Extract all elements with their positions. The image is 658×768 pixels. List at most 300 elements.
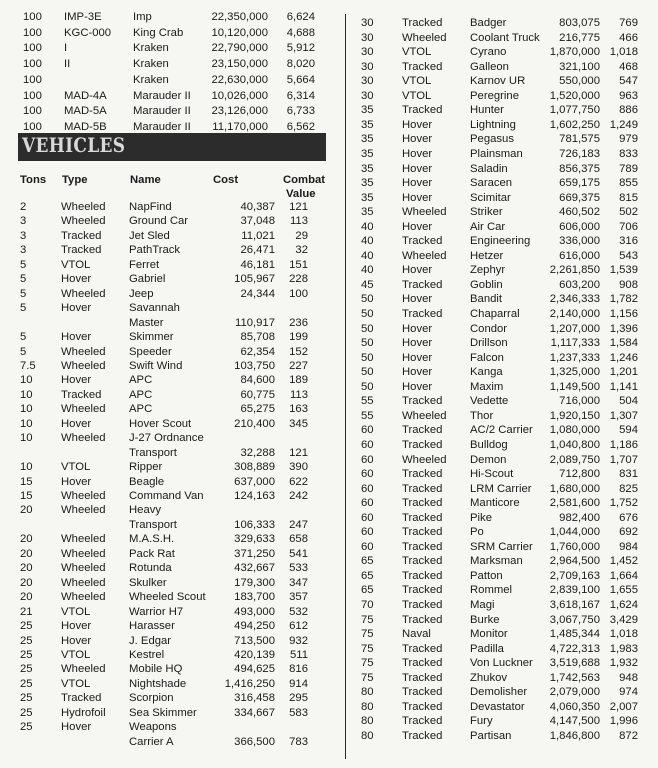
- name-cell: Von Luckner: [470, 657, 533, 670]
- name-cell: APC: [129, 388, 153, 401]
- tons-cell: 60: [361, 438, 374, 451]
- cost-cell: 40,387: [240, 201, 275, 213]
- tons-cell: 20: [20, 504, 33, 517]
- cost-cell: 2,964,500: [549, 555, 600, 568]
- type-cell: VTOL: [61, 258, 91, 271]
- cost-cell: 22,630,000: [211, 73, 268, 86]
- tons-cell: 15: [20, 490, 33, 502]
- name-cell: Marauder II: [133, 105, 191, 118]
- name-cell: Mobile HQ: [129, 663, 183, 676]
- name-cell: SRM Carrier: [470, 540, 533, 553]
- cost-cell: 4,060,350: [549, 700, 600, 713]
- tons-cell: 5: [20, 302, 27, 315]
- type-cell: Hover: [402, 380, 433, 393]
- name-cell: Bandit: [470, 293, 503, 306]
- type-cell: Hover: [402, 264, 433, 277]
- type-cell: Hover: [61, 331, 92, 344]
- cost-cell: 2,839,100: [549, 584, 600, 597]
- name-cell: Engineering: [470, 235, 531, 248]
- combat-value-cell: 1,307: [609, 409, 638, 422]
- tons-cell: 65: [361, 569, 374, 582]
- cost-cell: 32,288: [240, 446, 275, 459]
- cost-cell: 669,375: [559, 191, 600, 204]
- type-cell: Tracked: [402, 540, 443, 553]
- type-cell: VTOL: [61, 605, 91, 618]
- name-cell: AC/2 Carrier: [470, 424, 533, 437]
- combat-value-cell: 886: [619, 104, 638, 117]
- type-cell: Hover: [402, 293, 433, 306]
- combat-value-cell: 100: [289, 287, 308, 300]
- combat-value-cell: 583: [289, 706, 308, 719]
- combat-value-cell: 855: [619, 177, 638, 190]
- name-cell: Chaparral: [470, 308, 520, 320]
- tons-cell: 55: [361, 395, 374, 408]
- type-cell: Wheeled: [61, 490, 106, 502]
- combat-value-cell: 532: [289, 605, 308, 618]
- type-cell: VTOL: [61, 677, 91, 690]
- tons-cell: 5: [20, 258, 27, 271]
- cost-cell: 1,485,344: [549, 628, 600, 641]
- cost-cell: 4,147,500: [549, 715, 600, 728]
- combat-value-cell: 1,624: [609, 599, 638, 611]
- tons-cell: 5: [20, 345, 27, 358]
- combat-value-cell: 227: [289, 359, 308, 372]
- type-cell: Wheeled: [61, 359, 106, 372]
- cost-cell: 637,000: [234, 475, 275, 488]
- tons-cell: 80: [361, 715, 374, 728]
- type-cell: Hover: [402, 133, 433, 146]
- cost-cell: 84,600: [240, 374, 275, 387]
- combat-value-cell: 113: [289, 215, 308, 228]
- combat-value-cell: 29: [295, 229, 308, 242]
- combat-value-cell: 5,664: [286, 73, 315, 86]
- cost-cell: 550,000: [559, 75, 600, 88]
- combat-value-cell: 1,932: [609, 657, 638, 670]
- name-cell: Pack Rat: [129, 547, 175, 560]
- name-cell: Gabriel: [129, 273, 166, 286]
- combat-value-cell: 466: [619, 31, 638, 44]
- name-cell: Marksman: [470, 555, 523, 568]
- tons-cell: 75: [361, 628, 374, 641]
- cost-cell: 2,346,333: [549, 293, 600, 306]
- name-cell: Kanga: [470, 366, 503, 379]
- type-cell: II: [64, 58, 71, 71]
- type-cell: Hover: [402, 162, 433, 175]
- tons-cell: 60: [361, 424, 374, 437]
- name-cell: Zhukov: [470, 671, 508, 684]
- cost-cell: 726,183: [559, 147, 600, 160]
- cost-cell: 37,048: [240, 215, 275, 228]
- type-cell: Wheeled: [61, 663, 106, 676]
- type-cell: Hydrofoil: [61, 706, 106, 719]
- cost-cell: 716,000: [559, 395, 600, 408]
- combat-value-cell: 6,733: [286, 105, 315, 118]
- type-cell: Wheeled: [61, 403, 106, 416]
- type-cell: Wheeled: [61, 547, 106, 560]
- combat-value-cell: 783: [289, 735, 308, 748]
- tons-cell: 10: [20, 432, 33, 445]
- name-cell: Transport: [129, 446, 177, 459]
- type-cell: Hover: [61, 475, 92, 488]
- type-cell: VTOL: [402, 46, 432, 59]
- combat-value-cell: 594: [619, 424, 638, 437]
- type-cell: Wheeled: [61, 215, 106, 228]
- name-cell: Heavy: [129, 504, 162, 517]
- combat-value-cell: 1,201: [609, 366, 638, 379]
- combat-value-cell: 1,707: [609, 453, 638, 466]
- combat-value-cell: 1,539: [609, 264, 638, 277]
- cost-cell: 23,126,000: [211, 105, 268, 118]
- name-cell: Zephyr: [470, 264, 506, 277]
- tons-cell: 80: [361, 700, 374, 713]
- cost-cell: 216,775: [559, 31, 600, 44]
- name-cell: LRM Carrier: [470, 482, 532, 495]
- cost-cell: 366,500: [234, 735, 275, 748]
- combat-value-cell: 511: [289, 648, 308, 661]
- type-cell: Hover: [402, 118, 433, 131]
- combat-value-cell: 1,018: [609, 46, 638, 59]
- combat-value-cell: 1,782: [609, 293, 638, 306]
- combat-value-cell: 468: [619, 60, 638, 73]
- cost-cell: 60,775: [240, 388, 275, 401]
- cost-cell: 110,917: [235, 316, 275, 329]
- type-cell: Tracked: [402, 60, 443, 73]
- cost-cell: 1,207,000: [549, 322, 600, 335]
- cost-cell: 124,163: [234, 490, 275, 502]
- cost-cell: 1,077,750: [549, 104, 600, 117]
- combat-value-cell: 831: [619, 468, 638, 481]
- type-cell: Tracked: [402, 599, 443, 611]
- type-cell: Wheeled: [61, 345, 106, 358]
- tons-cell: 35: [361, 118, 374, 131]
- tons-cell: 30: [361, 75, 374, 88]
- tons-cell: 2: [20, 201, 27, 213]
- combat-value-cell: 121: [289, 446, 308, 459]
- type-cell: KGC-000: [64, 26, 112, 39]
- name-cell: Kraken: [133, 73, 169, 86]
- type-cell: Hover: [402, 147, 433, 160]
- cost-cell: 103,750: [234, 359, 275, 372]
- name-cell: Saracen: [470, 177, 513, 190]
- type-cell: Tracked: [402, 497, 443, 510]
- combat-value-cell: 199: [289, 331, 308, 344]
- type-cell: Tracked: [402, 395, 443, 408]
- name-cell: Devastator: [470, 700, 525, 713]
- combat-value-cell: 984: [619, 540, 638, 553]
- combat-value-cell: 932: [289, 634, 308, 647]
- tons-cell: 50: [361, 322, 374, 335]
- name-cell: Pike: [470, 511, 492, 524]
- tons-cell: 30: [361, 89, 374, 102]
- name-cell: Padilla: [470, 642, 504, 655]
- type-cell: VTOL: [402, 75, 432, 88]
- type-cell: Tracked: [61, 244, 102, 257]
- combat-value-cell: 228: [289, 273, 308, 286]
- name-cell: Marauder II: [133, 89, 191, 102]
- column-divider: [345, 14, 346, 759]
- tons-cell: 25: [20, 721, 33, 734]
- cost-cell: 105,967: [234, 273, 275, 286]
- name-cell: Nightshade: [129, 677, 187, 690]
- combat-value-cell: 1,141: [609, 380, 638, 393]
- combat-value-cell: 121: [289, 201, 308, 213]
- type-cell: Hover: [402, 337, 433, 350]
- tons-cell: 60: [361, 526, 374, 539]
- type-cell: Wheeled: [61, 504, 106, 517]
- tons-cell: 5: [20, 331, 27, 344]
- tons-cell: 50: [361, 308, 374, 320]
- tons-cell: 60: [361, 453, 374, 466]
- cost-cell: 713,500: [234, 634, 275, 647]
- tons-cell: 100: [23, 11, 42, 23]
- cost-cell: 308,889: [234, 461, 275, 474]
- tons-cell: 65: [361, 584, 374, 597]
- combat-value-cell: 547: [619, 75, 638, 88]
- type-cell: Tracked: [402, 511, 443, 524]
- cost-cell: 432,667: [234, 562, 275, 575]
- combat-value-cell: 151: [289, 258, 308, 271]
- type-cell: MAD-5A: [64, 105, 107, 118]
- combat-value-cell: 189: [289, 374, 308, 387]
- cost-cell: 3,519,688: [549, 657, 600, 670]
- tons-cell: 40: [361, 235, 374, 248]
- name-cell: Ground Car: [129, 215, 189, 228]
- tons-cell: 30: [361, 31, 374, 44]
- name-cell: Rotunda: [129, 562, 172, 575]
- combat-value-cell: 1,186: [609, 438, 638, 451]
- type-cell: VTOL: [402, 89, 432, 102]
- combat-value-cell: 872: [619, 729, 638, 742]
- combat-value-cell: 32: [295, 244, 308, 257]
- cost-cell: 336,000: [559, 235, 600, 248]
- name-cell: Cyrano: [470, 46, 507, 59]
- tons-cell: 100: [23, 58, 42, 71]
- name-cell: Saladin: [470, 162, 508, 175]
- tons-cell: 20: [20, 576, 33, 589]
- name-cell: J-27 Ordnance: [129, 432, 204, 445]
- cost-cell: 1,520,000: [549, 89, 600, 102]
- tons-cell: 25: [20, 648, 33, 661]
- combat-value-cell: 1,246: [609, 351, 638, 364]
- cost-cell: 3,067,750: [549, 613, 600, 626]
- type-cell: Hover: [402, 191, 433, 204]
- tons-cell: 40: [361, 249, 374, 262]
- name-cell: Karnov UR: [470, 75, 526, 88]
- type-cell: Tracked: [402, 729, 443, 742]
- type-cell: VTOL: [61, 648, 91, 661]
- cost-cell: 24,344: [240, 287, 275, 300]
- cost-cell: 1,602,250: [549, 118, 600, 131]
- tons-cell: 55: [361, 409, 374, 422]
- type-cell: Tracked: [61, 692, 102, 705]
- cost-cell: 1,742,563: [549, 671, 600, 684]
- name-cell: Drillson: [470, 337, 508, 350]
- tons-cell: 20: [20, 591, 33, 604]
- cost-cell: 106,333: [234, 518, 275, 531]
- tons-cell: 35: [361, 206, 374, 219]
- tons-cell: 70: [361, 599, 374, 611]
- name-cell: Plainsman: [470, 147, 523, 160]
- name-cell: Wheeled Scout: [129, 591, 206, 604]
- cost-cell: 23,150,000: [211, 58, 268, 71]
- name-cell: Sea Skimmer: [129, 706, 197, 719]
- combat-value-cell: 1,396: [609, 322, 638, 335]
- type-cell: MAD-5B: [64, 120, 107, 133]
- name-cell: Monitor: [470, 628, 508, 641]
- combat-value-cell: 1,452: [609, 555, 638, 568]
- header-type: Type: [62, 174, 88, 186]
- tons-cell: 3: [20, 244, 27, 257]
- cost-cell: 4,722,313: [549, 642, 600, 655]
- name-cell: King Crab: [133, 26, 184, 39]
- tons-cell: 100: [23, 89, 42, 102]
- type-cell: Wheeled: [402, 249, 447, 262]
- cost-cell: 183,700: [234, 591, 275, 604]
- tons-cell: 35: [361, 104, 374, 117]
- name-cell: Condor: [470, 322, 508, 335]
- name-cell: PathTrack: [129, 244, 181, 257]
- tons-cell: 25: [20, 677, 33, 690]
- cost-cell: 2,089,750: [549, 453, 600, 466]
- cost-cell: 1,846,800: [549, 729, 600, 742]
- combat-value-cell: 4,688: [286, 26, 315, 39]
- name-cell: Magi: [470, 599, 495, 611]
- cost-cell: 1,680,000: [549, 482, 600, 495]
- type-cell: Tracked: [402, 308, 443, 320]
- name-cell: Jeep: [129, 287, 154, 300]
- type-cell: Tracked: [402, 555, 443, 568]
- type-cell: Hover: [61, 634, 92, 647]
- name-cell: Kestrel: [129, 648, 165, 661]
- tons-cell: 25: [20, 706, 33, 719]
- name-cell: Transport: [129, 518, 177, 531]
- tons-cell: 60: [361, 511, 374, 524]
- cost-cell: 2,709,163: [549, 569, 600, 582]
- name-cell: NapFind: [129, 201, 172, 213]
- cost-cell: 1,080,000: [549, 424, 600, 437]
- combat-value-cell: 541: [289, 547, 308, 560]
- combat-value-cell: 963: [619, 89, 638, 102]
- name-cell: Po: [470, 526, 484, 539]
- cost-cell: 616,000: [559, 249, 600, 262]
- tons-cell: 30: [361, 17, 374, 29]
- tons-cell: 40: [361, 220, 374, 233]
- cost-cell: 803,075: [559, 17, 600, 29]
- combat-value-cell: 152: [289, 345, 308, 358]
- type-cell: Tracked: [402, 424, 443, 437]
- tons-cell: 60: [361, 497, 374, 510]
- name-cell: Kraken: [133, 42, 169, 55]
- cost-cell: 1,044,000: [549, 526, 600, 539]
- type-cell: Wheeled: [61, 533, 106, 546]
- type-cell: Hover: [61, 417, 92, 430]
- tons-cell: 75: [361, 671, 374, 684]
- combat-value-cell: 236: [289, 316, 308, 329]
- combat-value-cell: 2,007: [609, 700, 638, 713]
- name-cell: Marauder II: [133, 120, 191, 133]
- cost-cell: 1,920,150: [549, 409, 600, 422]
- combat-value-cell: 706: [619, 220, 638, 233]
- type-cell: Wheeled: [402, 31, 447, 44]
- combat-value-cell: 1,655: [609, 584, 638, 597]
- name-cell: Hetzer: [470, 249, 504, 262]
- header-name: Name: [130, 174, 161, 186]
- header-value: Value: [286, 188, 316, 200]
- tons-cell: 65: [361, 555, 374, 568]
- tons-cell: 20: [20, 562, 33, 575]
- cost-cell: 10,120,000: [211, 26, 268, 39]
- type-cell: Hover: [402, 322, 433, 335]
- name-cell: Thor: [470, 409, 494, 422]
- name-cell: Carrier A: [129, 735, 174, 748]
- tons-cell: 80: [361, 686, 374, 699]
- name-cell: APC: [129, 374, 153, 387]
- combat-value-cell: 815: [619, 191, 638, 204]
- vehicles-banner: [18, 133, 326, 161]
- cost-cell: 1,149,500: [549, 380, 600, 393]
- type-cell: Tracked: [402, 235, 443, 248]
- name-cell: Kraken: [133, 58, 169, 71]
- cost-cell: 856,375: [559, 162, 600, 175]
- type-cell: Wheeled: [402, 453, 447, 466]
- type-cell: I: [64, 42, 68, 55]
- name-cell: Manticore: [470, 497, 520, 510]
- name-cell: Partisan: [470, 729, 512, 742]
- cost-cell: 982,400: [559, 511, 600, 524]
- name-cell: Peregrine: [470, 89, 519, 102]
- tons-cell: 30: [361, 60, 374, 73]
- tons-cell: 60: [361, 540, 374, 553]
- cost-cell: 65,275: [240, 403, 275, 416]
- type-cell: Hover: [61, 620, 92, 633]
- type-cell: Hover: [402, 351, 433, 364]
- tons-cell: 40: [361, 264, 374, 277]
- tons-cell: 35: [361, 177, 374, 190]
- tons-cell: 50: [361, 337, 374, 350]
- tons-cell: 35: [361, 147, 374, 160]
- name-cell: Jet Sled: [129, 229, 170, 242]
- cost-cell: 460,502: [559, 206, 600, 219]
- name-cell: Air Car: [470, 220, 506, 233]
- cost-cell: 712,800: [559, 468, 600, 481]
- type-cell: Hover: [61, 721, 92, 734]
- tons-cell: 3: [20, 215, 27, 228]
- combat-value-cell: 825: [619, 482, 638, 495]
- type-cell: Tracked: [402, 657, 443, 670]
- cost-cell: 210,400: [234, 417, 275, 430]
- type-cell: Hover: [61, 273, 92, 286]
- type-cell: Hover: [402, 220, 433, 233]
- cost-cell: 26,471: [240, 244, 275, 257]
- type-cell: Tracked: [402, 642, 443, 655]
- combat-value-cell: 1,156: [609, 308, 638, 320]
- type-cell: Tracked: [402, 278, 443, 291]
- name-cell: Scimitar: [470, 191, 511, 204]
- combat-value-cell: 390: [289, 461, 308, 474]
- tons-cell: 100: [23, 26, 42, 39]
- tons-cell: 75: [361, 613, 374, 626]
- type-cell: Wheeled: [402, 206, 447, 219]
- tons-cell: 25: [20, 663, 33, 676]
- name-cell: Striker: [470, 206, 503, 219]
- cost-cell: 420,139: [234, 648, 275, 661]
- tons-cell: 5: [20, 287, 27, 300]
- cost-cell: 1,760,000: [549, 540, 600, 553]
- name-cell: Warrior H7: [129, 605, 184, 618]
- cost-cell: 659,175: [559, 177, 600, 190]
- cost-cell: 329,633: [234, 533, 275, 546]
- name-cell: Speeder: [129, 345, 172, 358]
